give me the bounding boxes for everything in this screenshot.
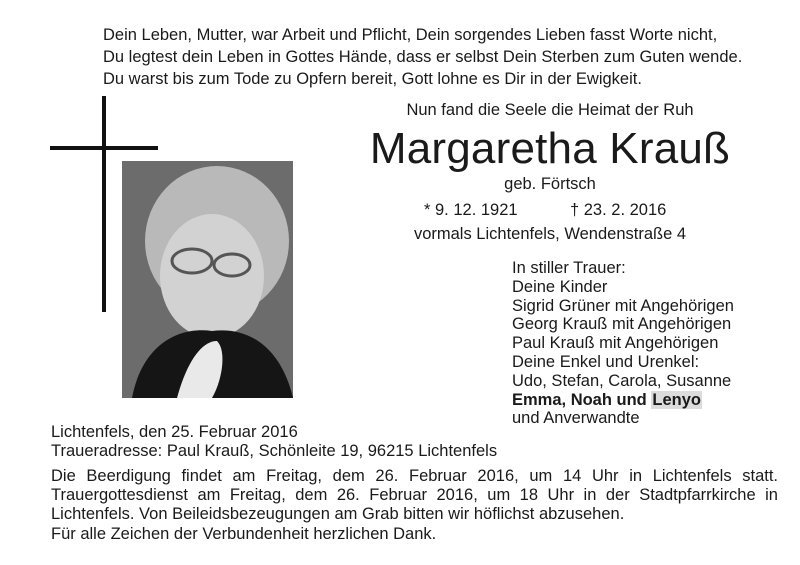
deceased-name: Margaretha Krauß — [369, 124, 731, 173]
poem-line: Du warst bis zum Tode zu Opfern bereit, Gott lohne es Dir in der Ewigkeit. — [103, 70, 642, 88]
mourner-highlight: Lenyo — [652, 390, 701, 409]
mourners-list — [512, 259, 792, 428]
mourner-line: Deine Kinder — [512, 277, 608, 296]
memorial-quote: Nun fand die Seele die Heimat der Ruh — [406, 101, 694, 119]
announcement-line: Lichtenfels. Von Beileidsbezeugungen am Grab bitten wir höflichst abzusehen. — [51, 505, 625, 524]
announcement-line: Trauergottesdienst am Freitag, dem 26. Februar 2016, um 18 Uhr in der Stadtpfarrkirche in — [51, 486, 778, 505]
mourner-line-bold — [512, 391, 792, 410]
mourner-line: Paul Krauß mit Angehörigen — [512, 334, 719, 353]
place-date: Lichtenfels, den 25. Februar 2016 — [51, 423, 298, 441]
death-date: † 23. 2. 2016 — [570, 201, 667, 219]
mourner-line: Georg Krauß mit Angehörigen — [512, 315, 732, 334]
cross-icon — [102, 96, 106, 312]
mourner-line: Udo, Stefan, Carola, Susanne — [512, 371, 732, 390]
announcement-line: Für alle Zeichen der Verbundenheit herzlichen Dank. — [51, 524, 437, 543]
poem-line: Dein Leben, Mutter, war Arbeit und Pflicht, Dein sorgendes Lieben fasst Worte nicht, — [103, 26, 718, 44]
birth-name: geb. Förtsch — [504, 175, 596, 193]
announcement-line: Die Beerdigung findet am Freitag, dem 26. Februar 2016, um 14 Uhr in Lichtenfels statt. — [51, 467, 778, 485]
cross-icon-bar — [50, 146, 158, 150]
mourning-address: Traueradresse: Paul Krauß, Schönleite 19, 96215 Lichtenfels — [51, 442, 498, 460]
poem — [103, 24, 793, 90]
mourners-intro: In stiller Trauer: — [512, 259, 626, 277]
mourner-bold-prefix: Emma, Noah und — [512, 390, 647, 409]
mourner-line: Sigrid Grüner mit Angehörigen — [512, 296, 734, 315]
birth-date: * 9. 12. 1921 — [424, 201, 518, 219]
announcement — [51, 467, 778, 544]
portrait-photo — [122, 161, 293, 398]
former-address: vormals Lichtenfels, Wendenstraße 4 — [413, 225, 687, 243]
mourner-line: Deine Enkel und Urenkel: — [512, 352, 700, 371]
portrait-image — [122, 161, 293, 398]
poem-line: Du legtest dein Leben in Gottes Hände, dass er selbst Dein Sterben zum Guten wende. — [103, 48, 743, 66]
mourners-closing: und Anverwandte — [512, 409, 640, 428]
